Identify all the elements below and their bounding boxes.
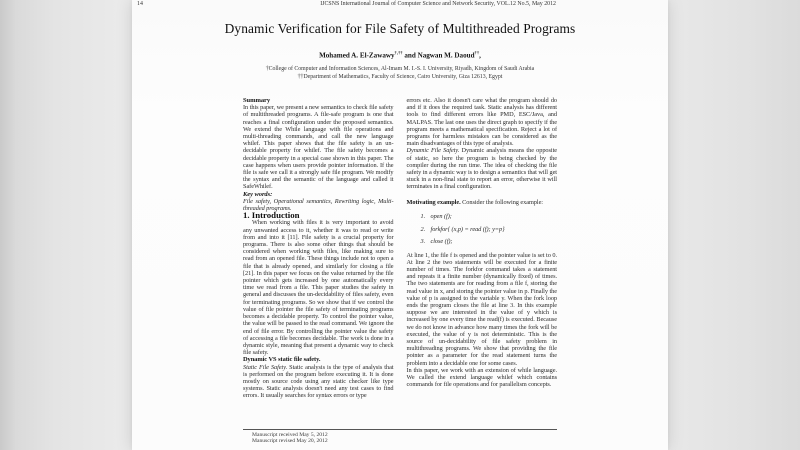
author-1-affil-marks: †,†† [394,50,403,55]
code-line-text: open (f); [430,212,452,220]
two-column-body [243,97,557,428]
summary-heading: Summary [243,97,271,104]
motivating-example-paragraph [407,199,558,206]
affiliations [162,66,638,81]
affiliation-1: †College of Computer and Information Sciences, Al-Imam M. I.-S. I. University, Riyadh, Kingdom of Saudi Arabia [265,66,535,72]
summary-paragraph: In this paper, we present a new semantics to check file safety of multithreaded programs. A file-safe program is one that reaches a final configuration under the proposed semantics. We extend the While language with file operations and multi-threading commands, and call the new language whilef. This paper shows that the file safety is an un-decidable property for whilef. The file safety becomes a decidable property in a special case shown in this paper. The case happens when users provide pointer information. If the file is safe we call it a strongly safe file program. We modify the syntax and the semantic of the language and called it SafeWhilef. [243,104,394,191]
code-line-text: forkfor{ (x,p) = read (f); y=p} [430,225,505,233]
dynamic-file-safety-text: Dynamic analysis means the opposite of static, so here the program is being checked by the compiler during the run time. The idea of checking the file safety in a dynamic way is to design a semantics that will get stuck in a non-final state to report an error, otherwise it will terminates in a final configuration. [406,147,557,191]
introduction-paragraph: When working with files it is very important to avoid any unwanted access to it, whether it was to read or write from and into it [11]. File safety is a crucial property for programs. There is also some other things that should be considered when working with files, like making sure to read from an opened file. These things include not to open a file that is already opened, and similarly for closing a file [21]. In this paper we focus on the value returned by the file pointer which gets increased by one automatically every time we read from a file. This paper studies the safety in general and discusses the un-decidability of files safety, even for terminating programs. So we show that if we control the value of file pointer the file safety of terminating programs becomes a decidable property. To control the pointer value, the value will be passed to the read command. We ignore the end of file error. By controlling the pointer value the safety of accessing a file becomes decidable. The work is done in a dynamic style, meaning that present a dynamic way to check file safety. [243,219,394,357]
authors-trailing-punct: , [479,51,481,60]
manuscript-received: Manuscript received May 5, 2012 [252,431,328,438]
authors-line [192,50,608,59]
static-file-safety-lead: Static File Safety. [243,363,288,371]
paper-page [132,0,668,450]
affiliation-2: ††Department of Mathematics, Faculty of Science, Cairo University, Giza 12613, Egypt [297,73,503,80]
manuscript-revised: Manuscript revised May 20, 2012 [252,437,328,444]
motivating-example-lead: Motivating example. [406,198,461,206]
right-column [407,97,558,428]
manuscript-footnote [243,429,557,444]
code-line-number: 3. [420,238,426,246]
static-analysis-continued-paragraph: errors etc. Also it doesn't care what the program should do and if it does the required task. Static analysis has different tools to find different errors like PMD, ESC/Java, and MALPAS. The last one uses the direct graph to specify if the program meets a mathematical specification. Reject a lot of programs for harmless mistakes can be considered as the main disadvantages of this type of analysis. [406,97,557,148]
page-number: 14 [137,1,143,7]
code-example-line [421,238,558,245]
author-2-affil-marks: †† [474,50,480,55]
running-head [132,1,668,11]
paper-title: Dynamic Verification for File Safety of Multithreaded Programs [224,21,576,36]
left-column [243,97,394,428]
author-2-name: Nagwan M. Daoud [417,51,475,60]
motivating-example-text: Consider the following example: [460,198,543,206]
code-line-number: 1. [420,212,426,220]
journal-header: IJCSNS International Journal of Computer Science and Network Security, VOL.12 No.5, May 2012 [320,1,556,7]
keywords-paragraph: File safety, Operational semantics, Rewriting logic, Multi-threaded programs. [243,197,394,213]
introduction-heading: 1. Introduction [243,210,300,221]
authors-separator: and [402,51,418,60]
static-file-safety-text: Static analysis is the type of analysis that is performed on the program before executing it. It is done mostly on source code using any static checker like type systems. Static analysis doesn't need any test cases to find errors. It usually searches for syntax errors or type [243,363,394,400]
code-line-text: close (f); [430,238,453,246]
static-file-safety-paragraph [243,364,394,400]
dynamic-file-safety-lead: Dynamic File Safety. [406,147,460,155]
code-example-list [421,213,558,246]
dynamic-file-safety-paragraph [407,147,558,190]
author-1-name: Mohamed A. El-Zawawy [319,51,395,60]
dynamic-vs-static-heading: Dynamic VS static file safety. [243,356,321,364]
keywords-heading: Key words: [243,190,273,198]
paper-scope-paragraph: In this paper, we work with an extension of while language. We called the extend language whilef which contains commands for file operations and for parallelism concepts. [406,366,557,389]
example-explanation-paragraph: At line 1, the file f is opened and the pointer value is set to 0. At line 2 the two statements will be executed for a finite number of times. The forkfor command takes a statement and repeats it a finite number (dynamically fixed) of times. The two statements are for reading from a file f, storing the read value in x, and storing the pointer value in p. Finally the value of p is assigned to the variable y. When the fork loop ends the program closes the file at line 3. In this example suppose we are interested in the value of y which is increased by one every time the read(f) is executed. Because we do not know in advance how many times the fork will be executed, the value of y is not deterministic. This is the source of un-decidability of file safety problem in multithreading programs. We show that providing the file pointer as a parameter for the read statement turns the problem into a decidable one for some cases. [406,251,557,367]
code-example-line [421,213,558,220]
code-example-line [421,226,558,233]
code-line-number: 2. [420,225,426,233]
